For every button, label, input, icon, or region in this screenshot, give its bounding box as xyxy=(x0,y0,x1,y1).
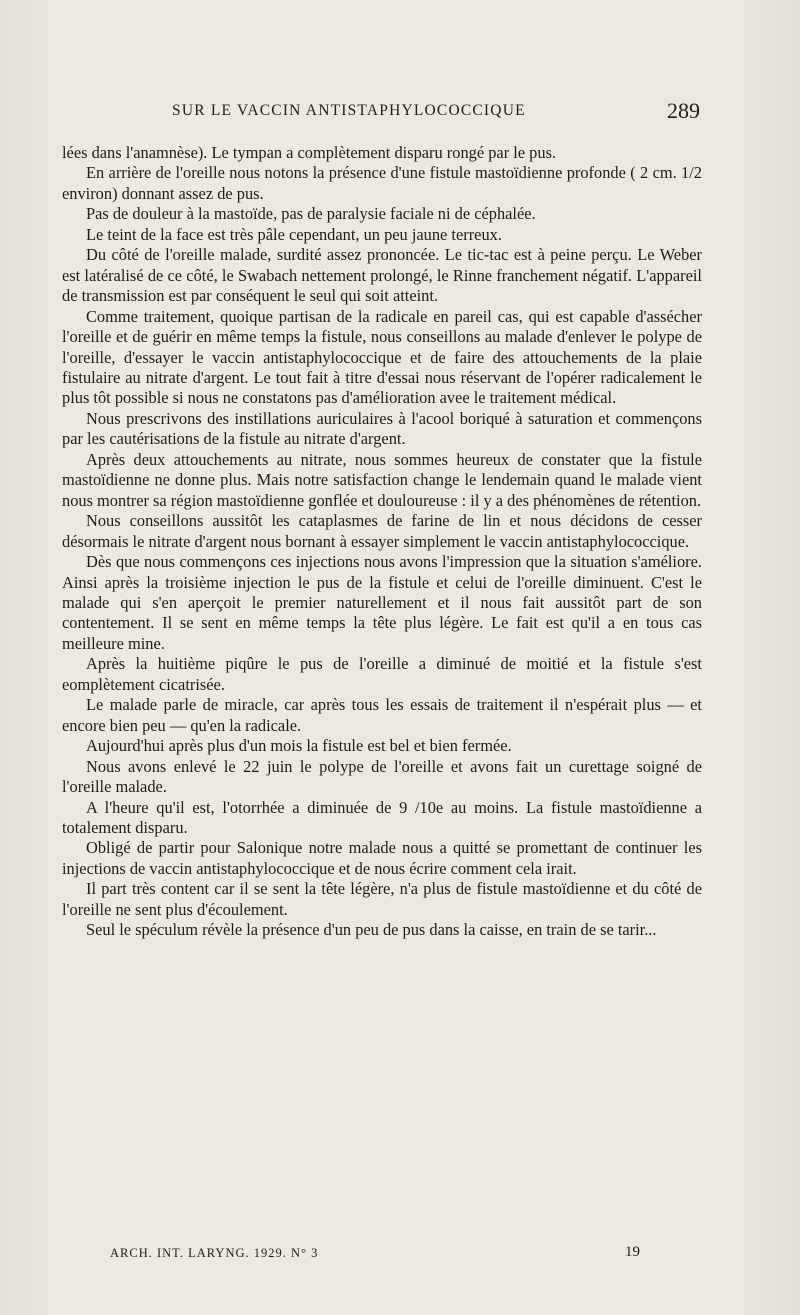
paragraph: Nous conseillons aussitôt les cataplasmes de farine de lin et nous décidons de cesser désormais le nitrate d'argent nous bornant à essayer simplement le vaccin antistaphylococcique. xyxy=(62,511,702,551)
journal-reference: ARCH. INT. LARYNG. 1929. N° 3 xyxy=(110,1246,319,1260)
paragraph: Le malade parle de miracle, car après tous les essais de traitement il n'espérait plus — et encore bien peu — qu'en la radicale. xyxy=(62,695,702,735)
paragraph: En arrière de l'oreille nous notons la présence d'une fistule mastoïdienne profonde ( 2 cm. 1/2 environ) donnant assez de pus. xyxy=(62,163,702,203)
body-text xyxy=(62,143,702,941)
paragraph: Dès que nous commençons ces injections nous avons l'impression que la situation s'améliore. Ainsi après la troisième injection le pus de la fistule et celui de l'oreille diminuent. C'est le malade qui s'en aperçoit le premier naturellement et il nous fait aussitôt part de son contentement. Il se sent en même temps la tête plus légère. Le fait est qu'il a en tous cas meilleure mine. xyxy=(62,552,702,653)
paragraph: Nous prescrivons des instillations auriculaires à l'acool boriqué à saturation et commençons par les cautérisations de la fistule au nitrate d'argent. xyxy=(62,408,702,449)
paragraph: Seul le spéculum révèle la présence d'un peu de pus dans la caisse, en train de se tarir... xyxy=(86,920,657,940)
paragraph: Aujourd'hui après plus d'un mois la fistule est bel et bien fermée. xyxy=(86,736,512,756)
signature-mark: 19 xyxy=(625,1244,640,1260)
paragraph: Il part très content car il se sent la tête légère, n'a plus de fistule mastoïdienne et du côté de l'oreille ne sent plus d'écoulement. xyxy=(62,879,702,919)
paragraph: Après deux attouchements au nitrate, nous sommes heureux de constater que la fistule mastoïdienne ne donne plus. Mais notre satisfaction change le lendemain quand le malade vient nous montrer sa région mastoïdienne gonflée et douloureuse : il y a des phénomènes de rétention. xyxy=(62,449,702,510)
page-footer xyxy=(110,1244,640,1266)
paragraph: Le teint de la face est très pâle cependant, un peu jaune terreux. xyxy=(86,224,502,244)
paragraph: Comme traitement, quoique partisan de la radicale en pareil cas, qui est capable d'assécher l'oreille et de guérir en même temps la fistule, nous conseillons au malade d'enlever le polype de l'oreille, d'essayer le vaccin antistaphylococcique et de faire des attouchements de la plaie fistulaire au nitrate d'argent. Le tout fait à titre d'essai nous réservant de l'opérer radicalement le plus tôt possible si nous ne constatons pas d'amélioration avee le traitement médical. xyxy=(62,306,702,408)
paragraph: Nous avons enlevé le 22 juin le polype de l'oreille et avons fait un curettage soigné de l'oreille malade. xyxy=(62,756,702,797)
paragraph: lées dans l'anamnèse). Le tympan a complètement disparu rongé par le pus. xyxy=(62,143,557,162)
paragraph: Pas de douleur à la mastoïde, pas de paralysie faciale ni de céphalée. xyxy=(86,204,536,224)
running-title: SUR LE VACCIN ANTISTAPHYLOCOCCIQUE xyxy=(172,102,526,119)
paragraph: Du côté de l'oreille malade, surdité assez prononcée. Le tic-tac est à peine perçu. Le Weber est latéralisé de ce côté, le Swabach nettement prolongé, le Rinne franchement négatif. L'appareil de transmission est par conséquent le seul qui soit atteint. xyxy=(62,245,702,306)
page-header xyxy=(172,98,700,132)
paragraph: Obligé de partir pour Salonique notre malade nous a quitté se promettant de continuer les injections de vaccin antistaphylococcique et de nous écrire comment cela irait. xyxy=(62,838,702,878)
paragraph: A l'heure qu'il est, l'otorrhée a diminuée de 9 /10e au moins. La fistule mastoïdienne a totalement disparu. xyxy=(62,797,702,837)
paragraph: Après la huitième piqûre le pus de l'oreille a diminué de moitié et la fistule s'est eomplètement cicatrisée. xyxy=(62,654,702,694)
page-number: 289 xyxy=(667,98,700,123)
